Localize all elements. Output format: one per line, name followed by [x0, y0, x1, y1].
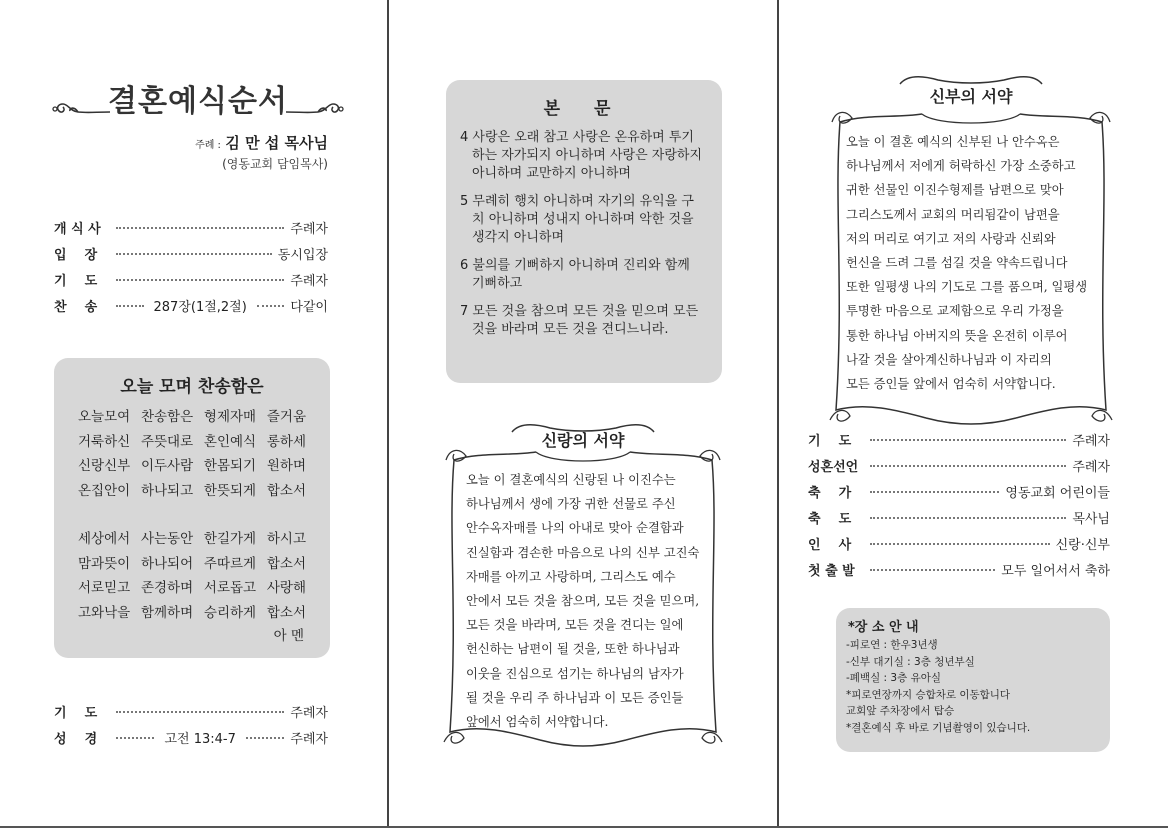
officiant-name: 김 만 섭 목사님 — [225, 134, 328, 152]
order-row — [54, 266, 328, 292]
hymn-line — [54, 527, 330, 552]
scripture-reference: 고전 13:4-7 — [164, 731, 236, 747]
hymn-word: 합소서 — [266, 604, 306, 621]
leader-dots — [246, 737, 284, 739]
order-row — [808, 504, 1110, 530]
hymn-word: 하시고 — [266, 531, 306, 547]
scripture-verse: 4 사랑은 오래 참고 사랑은 온유하며 투기하는 자가되지 아니하며 사랑은 자랑하지 아니하며 교만하지 아니하며 — [460, 130, 703, 181]
officiant-info — [195, 134, 328, 174]
right-flourish-ornament — [284, 94, 344, 118]
hymn-number: 287장(1절,2절) — [153, 299, 247, 315]
officiant-church: (영동교회 담임목사) — [222, 157, 328, 171]
venue-info-line: -피로연 : 한우3년생 — [846, 639, 938, 651]
venue-info-title: *장 소 안 내 — [848, 620, 919, 635]
scripture-verse: 7 모든 것을 참으며 모든 것을 믿으며 모든 것을 바라며 모든 것을 견디느니라. — [460, 304, 699, 337]
leader-dots — [116, 737, 154, 739]
order-value: 모두 일어서서 축하 — [1001, 563, 1110, 579]
hymn-box — [54, 358, 330, 658]
hymn-word: 거룩하신 — [78, 433, 131, 450]
groom-vow-line: 하나님께서 생에 가장 귀한 선물로 주신 — [466, 497, 676, 512]
order-value: 주례자 — [290, 731, 328, 747]
order-value: 주례자 — [290, 273, 328, 289]
leader-dots — [116, 711, 284, 713]
left-panel — [0, 0, 388, 828]
hymn-word: 혼인예식 — [203, 433, 257, 450]
hymn-word: 찬송함은 — [140, 409, 194, 425]
hymn-line — [54, 430, 330, 455]
order-label: 성혼선언 — [808, 459, 859, 475]
order-value: 다같이 — [290, 299, 328, 315]
order-row — [54, 214, 328, 240]
hymn-word: 주따르게 — [203, 555, 257, 572]
hymn-word: 한길가게 — [203, 531, 257, 547]
leader-dots — [870, 439, 1066, 441]
hymn-line — [54, 479, 330, 504]
order-label: 첫 출 발 — [808, 563, 855, 579]
order-label: 인 사 — [808, 537, 852, 553]
bride-vow-line: 모든 증인들 앞에서 엄숙히 서약합니다. — [846, 377, 1056, 392]
hymn-word: 합소서 — [266, 482, 306, 499]
order-value: 동시입장 — [277, 247, 328, 263]
leader-dots — [116, 305, 144, 307]
hymn-word: 이두사람 — [140, 458, 194, 474]
leader-dots — [116, 227, 284, 229]
hymn-line — [54, 576, 330, 601]
leader-dots — [870, 491, 999, 493]
groom-vow-title: 신랑의 서약 — [541, 431, 625, 450]
groom-vow-line: 이웃을 진심으로 섬기는 하나님의 남자가 — [466, 666, 684, 681]
hymn-word: 하나되고 — [140, 482, 194, 499]
leader-dots — [870, 517, 1066, 519]
order-list-opening — [54, 214, 328, 318]
order-value: 주례자 — [1072, 459, 1110, 475]
hymn-word: 원하며 — [266, 458, 306, 474]
hymn-word: 합소서 — [266, 555, 306, 572]
scripture-box — [446, 80, 722, 383]
scripture-verse: 5 무례히 행치 아니하며 자기의 유익을 구치 아니하며 성내지 아니하며 악한 것을 생각지 아니하며 — [460, 194, 694, 245]
hymn-amen: 아 멘 — [273, 628, 304, 644]
hymn-word: 온집안이 — [78, 482, 131, 499]
order-row — [54, 698, 328, 724]
hymn-title: 오늘 모며 찬송함은 — [120, 377, 264, 397]
venue-info-lines — [836, 637, 1110, 736]
order-row — [808, 478, 1110, 504]
bride-vow-line: 통한 하나님 아버지의 뜻을 온전히 이루어 — [846, 328, 1068, 343]
bride-vow-text — [846, 130, 1108, 396]
groom-vow-frame — [440, 412, 726, 757]
order-row — [808, 426, 1110, 452]
groom-vow-line: 안에서 모든 것을 참으며, 모든 것을 믿으며, — [466, 594, 700, 609]
hymn-word: 즐거움 — [266, 409, 306, 425]
hymn-word: 고와낙을 — [78, 604, 131, 621]
hymn-word: 하나되어 — [140, 555, 194, 572]
venue-info-line: *결혼예식 후 바로 기념촬영이 있습니다. — [846, 721, 1031, 734]
venue-info-line: -신부 대기실 : 3층 청년부실 — [846, 655, 975, 668]
bride-vow-line: 하나님께서 저에게 허락하신 가장 소중하고 — [846, 159, 1076, 174]
order-list-closing — [808, 426, 1110, 582]
order-label: 성 경 — [54, 731, 98, 747]
bride-vow-line: 저의 머리로 여기고 저의 사랑과 신뢰와 — [846, 231, 1056, 246]
order-row — [808, 452, 1110, 478]
groom-vow-text — [466, 468, 712, 734]
order-row — [54, 724, 328, 750]
groom-vow-line: 될 것을 우리 주 하나님과 이 모든 증인들 — [466, 690, 684, 705]
bride-vow-line: 귀한 선물인 이진수형제를 남편으로 맞아 — [846, 183, 1064, 198]
order-label: 기 도 — [54, 705, 98, 721]
leader-dots — [257, 305, 285, 307]
hymn-word: 오늘모여 — [78, 409, 131, 425]
groom-vow-line: 오늘 이 결혼예식의 신랑된 나 이진수는 — [466, 473, 676, 487]
leader-dots — [870, 569, 995, 571]
bride-vow-line: 헌신을 드려 그를 섬길 것을 약속드립니다 — [846, 256, 1068, 271]
hymn-word: 서로돕고 — [203, 580, 257, 596]
hymn-word: 서로믿고 — [78, 580, 131, 596]
middle-panel — [388, 0, 778, 828]
hymn-line — [54, 601, 330, 626]
scripture-title: 본 문 — [543, 99, 625, 119]
hymn-word: 롱하세 — [266, 433, 306, 450]
leader-dots — [116, 279, 284, 281]
bride-vow-line: 그리스도께서 교회의 머리됨같이 남편을 — [846, 207, 1060, 222]
hymn-line — [54, 503, 330, 527]
hymn-word: 신랑신부 — [78, 458, 131, 474]
hymn-word: 사는동안 — [140, 531, 194, 547]
bride-vow-title: 신부의 서약 — [929, 87, 1013, 106]
hymn-line — [54, 552, 330, 577]
venue-info-line: 교회앞 주차장에서 탑승 — [846, 705, 955, 717]
scripture-verse: 6 불의를 기뻐하지 아니하며 진리와 함께 기뻐하고 — [460, 258, 690, 291]
order-value: 목사님 — [1072, 511, 1110, 527]
leader-dots — [116, 253, 272, 255]
hymn-word: 맘과뜻이 — [78, 555, 131, 572]
bride-vow-line: 나갈 것을 살아계신하나님과 이 자리의 — [846, 352, 1052, 367]
hymn-line — [54, 454, 330, 479]
groom-vow-line: 헌신하는 남편이 될 것을, 또한 하나님과 — [466, 642, 680, 657]
groom-vow-line: 자매를 아끼고 사랑하며, 그리스도 예수 — [466, 569, 676, 584]
hymn-word: 주뜻대로 — [140, 433, 194, 450]
hymn-word: 한몸되기 — [203, 458, 257, 474]
leader-dots — [870, 543, 1050, 545]
order-row — [54, 292, 328, 318]
hymn-word: 존경하며 — [140, 580, 194, 596]
order-label: 기 도 — [54, 273, 98, 289]
order-value: 영동교회 어린이들 — [1005, 485, 1110, 501]
order-row — [808, 530, 1110, 556]
venue-info-box — [836, 608, 1110, 752]
order-value: 주례자 — [1072, 433, 1110, 449]
hymn-line — [54, 405, 330, 430]
groom-vow-line: 진실함과 겸손한 마음으로 나의 신부 고진숙 — [466, 545, 700, 560]
hymn-word: 세상에서 — [78, 531, 131, 547]
bride-vow-line: 투명한 마음으로 교제함으로 우리 가정을 — [846, 304, 1064, 319]
order-label: 개 식 사 — [54, 221, 101, 237]
order-value: 주례자 — [290, 705, 328, 721]
venue-info-line: -폐백실 : 3층 유아실 — [846, 672, 942, 684]
groom-vow-line: 모든 것을 바라며, 모든 것을 견디는 일에 — [466, 618, 684, 633]
hymn-word: 사랑해 — [266, 580, 306, 596]
order-value: 신랑·신부 — [1055, 537, 1110, 553]
leader-dots — [870, 465, 1066, 467]
officiant-prefix: 주례 : — [195, 140, 221, 151]
hymn-word: 한뜻되게 — [203, 482, 257, 499]
ceremony-title — [52, 76, 342, 126]
order-row — [54, 240, 328, 266]
right-panel — [778, 0, 1168, 828]
order-label: 찬 송 — [54, 299, 98, 315]
hymn-word: 함께하며 — [140, 604, 194, 621]
order-label: 입 장 — [54, 247, 98, 263]
groom-vow-line: 앞에서 엄숙히 서약합니다. — [466, 715, 609, 730]
order-list-prayer — [54, 698, 328, 750]
groom-vow-line: 안수옥자매를 나의 아내로 맞아 순결함과 — [466, 521, 684, 536]
order-value: 주례자 — [290, 221, 328, 237]
hymn-word: 승리하게 — [203, 604, 257, 621]
ceremony-title-text: 결혼예식순서 — [108, 84, 288, 119]
bride-vow-frame — [826, 70, 1116, 436]
venue-info-line: *피로연장까지 승합차로 이동합니다 — [846, 688, 1011, 701]
order-label: 축 가 — [808, 485, 852, 501]
order-label: 기 도 — [808, 433, 852, 449]
bride-vow-line: 또한 일평생 나의 기도로 그를 품으며, 일평생 — [846, 280, 1088, 295]
hymn-lyrics — [54, 405, 330, 625]
order-label: 축 도 — [808, 511, 852, 527]
order-row — [808, 556, 1110, 582]
bride-vow-line: 오늘 이 결혼 예식의 신부된 나 안수옥은 — [846, 135, 1060, 149]
hymn-word: 형제자매 — [203, 409, 257, 425]
